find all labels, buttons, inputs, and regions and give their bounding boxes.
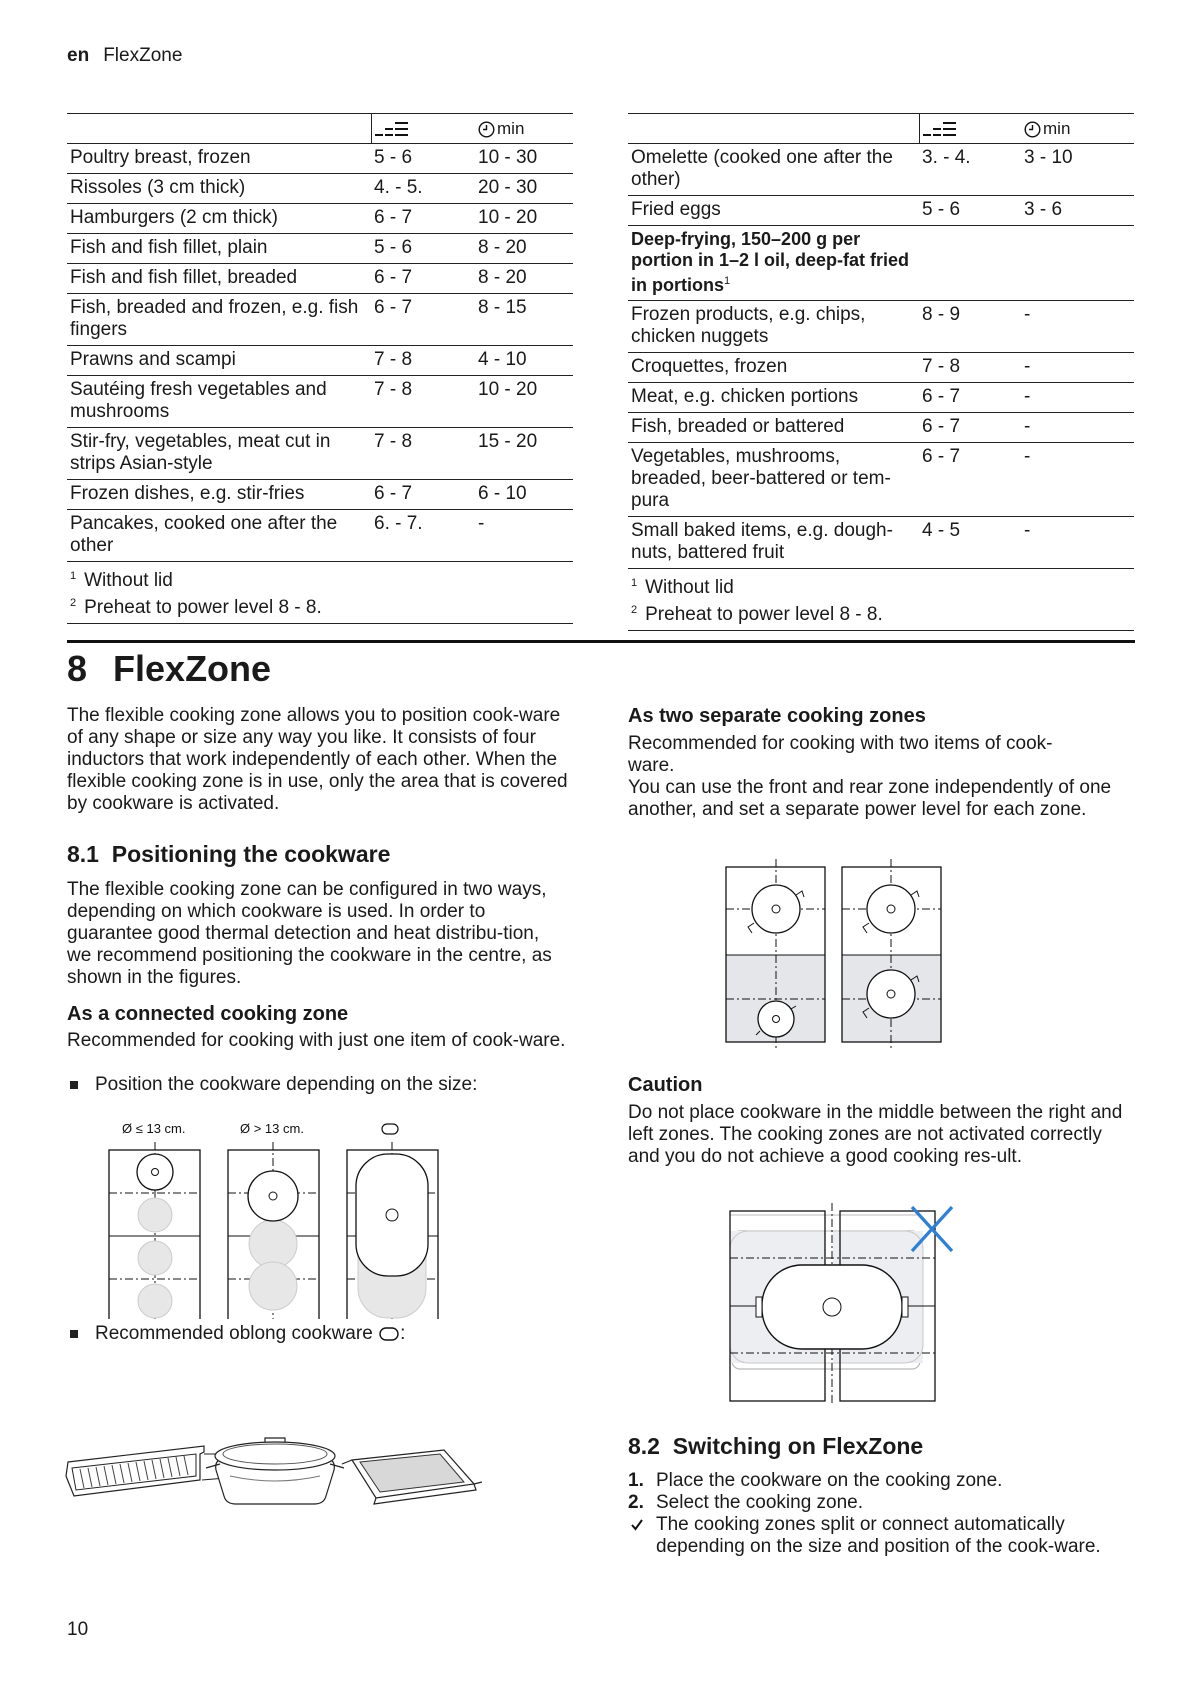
power-level-cell: 6. - 7. <box>371 510 475 562</box>
table-row <box>628 383 1134 413</box>
checkmark-icon <box>630 1514 644 1534</box>
cooking-time-cell: - <box>1021 517 1134 569</box>
power-level-cell: 3. - 4. <box>919 144 1021 196</box>
oblong-pot-misplaced <box>762 1265 902 1349</box>
power-level-cell: 7 - 8 <box>919 353 1021 383</box>
table-row <box>628 353 1134 383</box>
power-level-cell: 6 - 7 <box>919 383 1021 413</box>
cooking-time-cell: - <box>1021 353 1134 383</box>
header-lang: en <box>67 45 90 66</box>
connected-zone-heading: As a connected cooking zone <box>67 1003 349 1025</box>
table-footnotes <box>67 562 573 624</box>
food-cell: Frozen products, e.g. chips, chicken nuggets <box>628 301 919 353</box>
label-large-diameter: Ø > 13 cm. <box>240 1121 304 1136</box>
table-row <box>628 301 1134 353</box>
connected-zone-body: Recommended for cooking with just one item of cook-ware. <box>67 1030 566 1051</box>
cooking-time-cell: - <box>1021 443 1134 517</box>
table-row <box>628 443 1134 517</box>
time-col-header <box>1021 114 1134 144</box>
power-level-cell: 6 - 7 <box>919 443 1021 517</box>
food-cell: Fish, breaded or battered <box>628 413 919 443</box>
table-footnotes <box>628 569 1134 631</box>
baking-tray-illustration <box>342 1450 482 1504</box>
food-cell: Sautéing fresh vegetables and mushrooms <box>67 376 371 428</box>
food-cell: Poultry breast, frozen <box>67 144 371 174</box>
section-8-2-heading: 8.2 Switching on FlexZone <box>628 1433 924 1459</box>
food-cell: Fish and fish fillet, breaded <box>67 264 371 294</box>
table-row <box>67 428 573 480</box>
clock-icon <box>478 121 495 138</box>
header-section: FlexZone <box>103 45 183 66</box>
table-row <box>628 196 1134 226</box>
separate-zones-body-2: You can use the front and rear zone independently of one another, and set a separate power level for each zone. <box>628 777 1112 820</box>
power-level-icon <box>375 121 409 137</box>
section-heading: Deep-frying, 150–200 g per portion in 1–2 l oil, deep-fat fried in portions$^1$ <box>628 226 919 301</box>
power-level-col-header <box>919 114 1021 144</box>
cross-icon <box>912 1207 952 1251</box>
footnote: $^2$ Preheat to power level 8 - 8. <box>631 604 883 625</box>
power-level-cell: 8 - 9 <box>919 301 1021 353</box>
table-row <box>67 346 573 376</box>
food-cell: Vegetables, mushrooms, breaded, beer-battered or tem-pura <box>628 443 919 517</box>
cooking-table-right <box>628 113 1134 631</box>
cooking-time-cell: 6 - 10 <box>475 480 573 510</box>
footnote: $^2$ Preheat to power level 8 - 8. <box>70 597 322 618</box>
separate-zones-body-1: Recommended for cooking with two items of cook-ware. <box>628 733 1053 776</box>
power-level-cell: 6 - 7 <box>919 413 1021 443</box>
food-cell: Frozen dishes, e.g. stir-fries <box>67 480 371 510</box>
caution-heading: Caution <box>628 1074 703 1096</box>
roasting-dish-illustration <box>206 1438 344 1504</box>
table-row <box>628 413 1134 443</box>
table-row <box>67 294 573 346</box>
power-level-cell: 4. - 5. <box>371 174 475 204</box>
table-row <box>67 174 573 204</box>
clock-icon <box>1024 121 1041 138</box>
chapter-rule <box>67 640 1135 643</box>
cooking-time-cell: 20 - 30 <box>475 174 573 204</box>
table-header-row <box>67 114 573 144</box>
power-level-cell: 7 - 8 <box>371 376 475 428</box>
food-cell: Fried eggs <box>628 196 919 226</box>
cooking-time-cell: 15 - 20 <box>475 428 573 480</box>
table-row <box>628 144 1134 196</box>
running-header <box>67 45 182 67</box>
zone-small-pot <box>109 1142 200 1319</box>
separate-zone-right <box>842 859 941 1051</box>
table-row <box>67 144 573 174</box>
cooking-time-cell: - <box>1021 301 1134 353</box>
footnote: $^1$ Without lid <box>631 577 734 598</box>
power-level-cell: 5 - 6 <box>919 196 1021 226</box>
power-level-cell: 7 - 8 <box>371 346 475 376</box>
table-row <box>67 234 573 264</box>
cooking-time-cell: - <box>475 510 573 562</box>
cooking-time-cell: 8 - 15 <box>475 294 573 346</box>
bullet-position-cookware: Position the cookware depending on the size: <box>67 1074 567 1096</box>
connected-zone-figure <box>100 1114 445 1319</box>
food-cell: Omelette (cooked one after the other) <box>628 144 919 196</box>
cooking-time-cell: 4 - 10 <box>475 346 573 376</box>
bullet-oblong-cookware: Recommended oblong cookware : <box>67 1323 567 1345</box>
step-item: 2. Select the cooking zone. <box>628 1492 864 1513</box>
power-level-cell: 4 - 5 <box>919 517 1021 569</box>
cooking-time-cell: 8 - 20 <box>475 234 573 264</box>
section-8-1-heading: 8.1 Positioning the cookware <box>67 841 391 867</box>
food-cell: Stir-fry, vegetables, meat cut in strips Asian-style <box>67 428 371 480</box>
time-unit-label: min <box>497 119 525 138</box>
food-cell: Small baked items, e.g. dough-nuts, battered fruit <box>628 517 919 569</box>
table-row <box>67 376 573 428</box>
separate-zone-left <box>726 859 825 1051</box>
food-cell: Hamburgers (2 cm thick) <box>67 204 371 234</box>
oblong-pot-icon <box>382 1124 398 1134</box>
time-col-header <box>475 114 573 144</box>
footnote: $^1$ Without lid <box>70 570 173 591</box>
power-level-col-header <box>371 114 475 144</box>
step-item: 1. Place the cookware on the cooking zone. <box>628 1470 1003 1491</box>
power-level-cell: 6 - 7 <box>371 294 475 346</box>
power-level-cell: 7 - 8 <box>371 428 475 480</box>
intro-paragraph: The flexible cooking zone allows you to position cook-ware of any shape or size any way you like. It consists of four inductors that work independently of each other. When the flexible cooking zone is in use, only the area that is covered by cookware is activated. <box>67 705 568 814</box>
food-cell: Rissoles (3 cm thick) <box>67 174 371 204</box>
cooking-time-cell: 3 - 6 <box>1021 196 1134 226</box>
power-level-cell: 6 - 7 <box>371 480 475 510</box>
cooking-time-cell: - <box>1021 383 1134 413</box>
cooking-time-cell: 10 - 30 <box>475 144 573 174</box>
deep-frying-section-row <box>628 226 1134 301</box>
cooking-time-cell: 10 - 20 <box>475 204 573 234</box>
food-cell: Croquettes, frozen <box>628 353 919 383</box>
cooking-time-cell: 10 - 20 <box>475 376 573 428</box>
power-level-cell: 6 - 7 <box>371 264 475 294</box>
food-cell: Meat, e.g. chicken portions <box>628 383 919 413</box>
power-level-cell: 5 - 6 <box>371 144 475 174</box>
food-cell: Pancakes, cooked one after the other <box>67 510 371 562</box>
food-cell: Fish, breaded and frozen, e.g. fish fingers <box>67 294 371 346</box>
cooking-time-cell: - <box>1021 413 1134 443</box>
table-row <box>67 510 573 562</box>
cooking-time-cell: 8 - 20 <box>475 264 573 294</box>
food-cell: Fish and fish fillet, plain <box>67 234 371 264</box>
table-row <box>628 517 1134 569</box>
table-row <box>67 480 573 510</box>
wrong-placement-figure <box>720 1203 965 1403</box>
step-result: The cooking zones split or connect automatically depending on the size and position of the cook-ware. <box>628 1514 1133 1558</box>
time-unit-label: min <box>1043 119 1071 138</box>
food-cell: Prawns and scampi <box>67 346 371 376</box>
food-col-header <box>67 114 371 144</box>
table-row <box>67 204 573 234</box>
separate-zones-figure <box>720 859 950 1059</box>
oblong-pot-icon <box>378 1326 400 1342</box>
power-level-cell: 5 - 6 <box>371 234 475 264</box>
separate-zones-heading: As two separate cooking zones <box>628 705 926 727</box>
power-level-icon <box>923 121 957 137</box>
zone-oblong-pot <box>347 1142 438 1319</box>
chapter-title: 8 FlexZone <box>67 648 272 689</box>
table-row <box>67 264 573 294</box>
food-col-header <box>628 114 919 144</box>
switch-on-steps <box>628 1470 1133 1558</box>
cooking-time-cell: 3 - 10 <box>1021 144 1134 196</box>
page-number: 10 <box>67 1619 89 1640</box>
label-small-diameter: Ø ≤ 13 cm. <box>122 1121 186 1136</box>
power-level-cell: 6 - 7 <box>371 204 475 234</box>
section-8-1-body: The flexible cooking zone can be configured in two ways, depending on which cookware is used. In order to guarantee good thermal detection and heat distribu-tion, we recommend positioning the cookware in the centre, as shown in the figures. <box>67 879 552 988</box>
zone-large-pot <box>228 1142 319 1319</box>
table-header-row <box>628 114 1134 144</box>
oblong-cookware-illustration <box>64 1424 484 1514</box>
cooking-table-left <box>67 113 573 624</box>
caution-body: Do not place cookware in the middle between the right and left zones. The cooking zones are not activated correctly and you do not achieve a good cooking res-ult. <box>628 1102 1123 1167</box>
